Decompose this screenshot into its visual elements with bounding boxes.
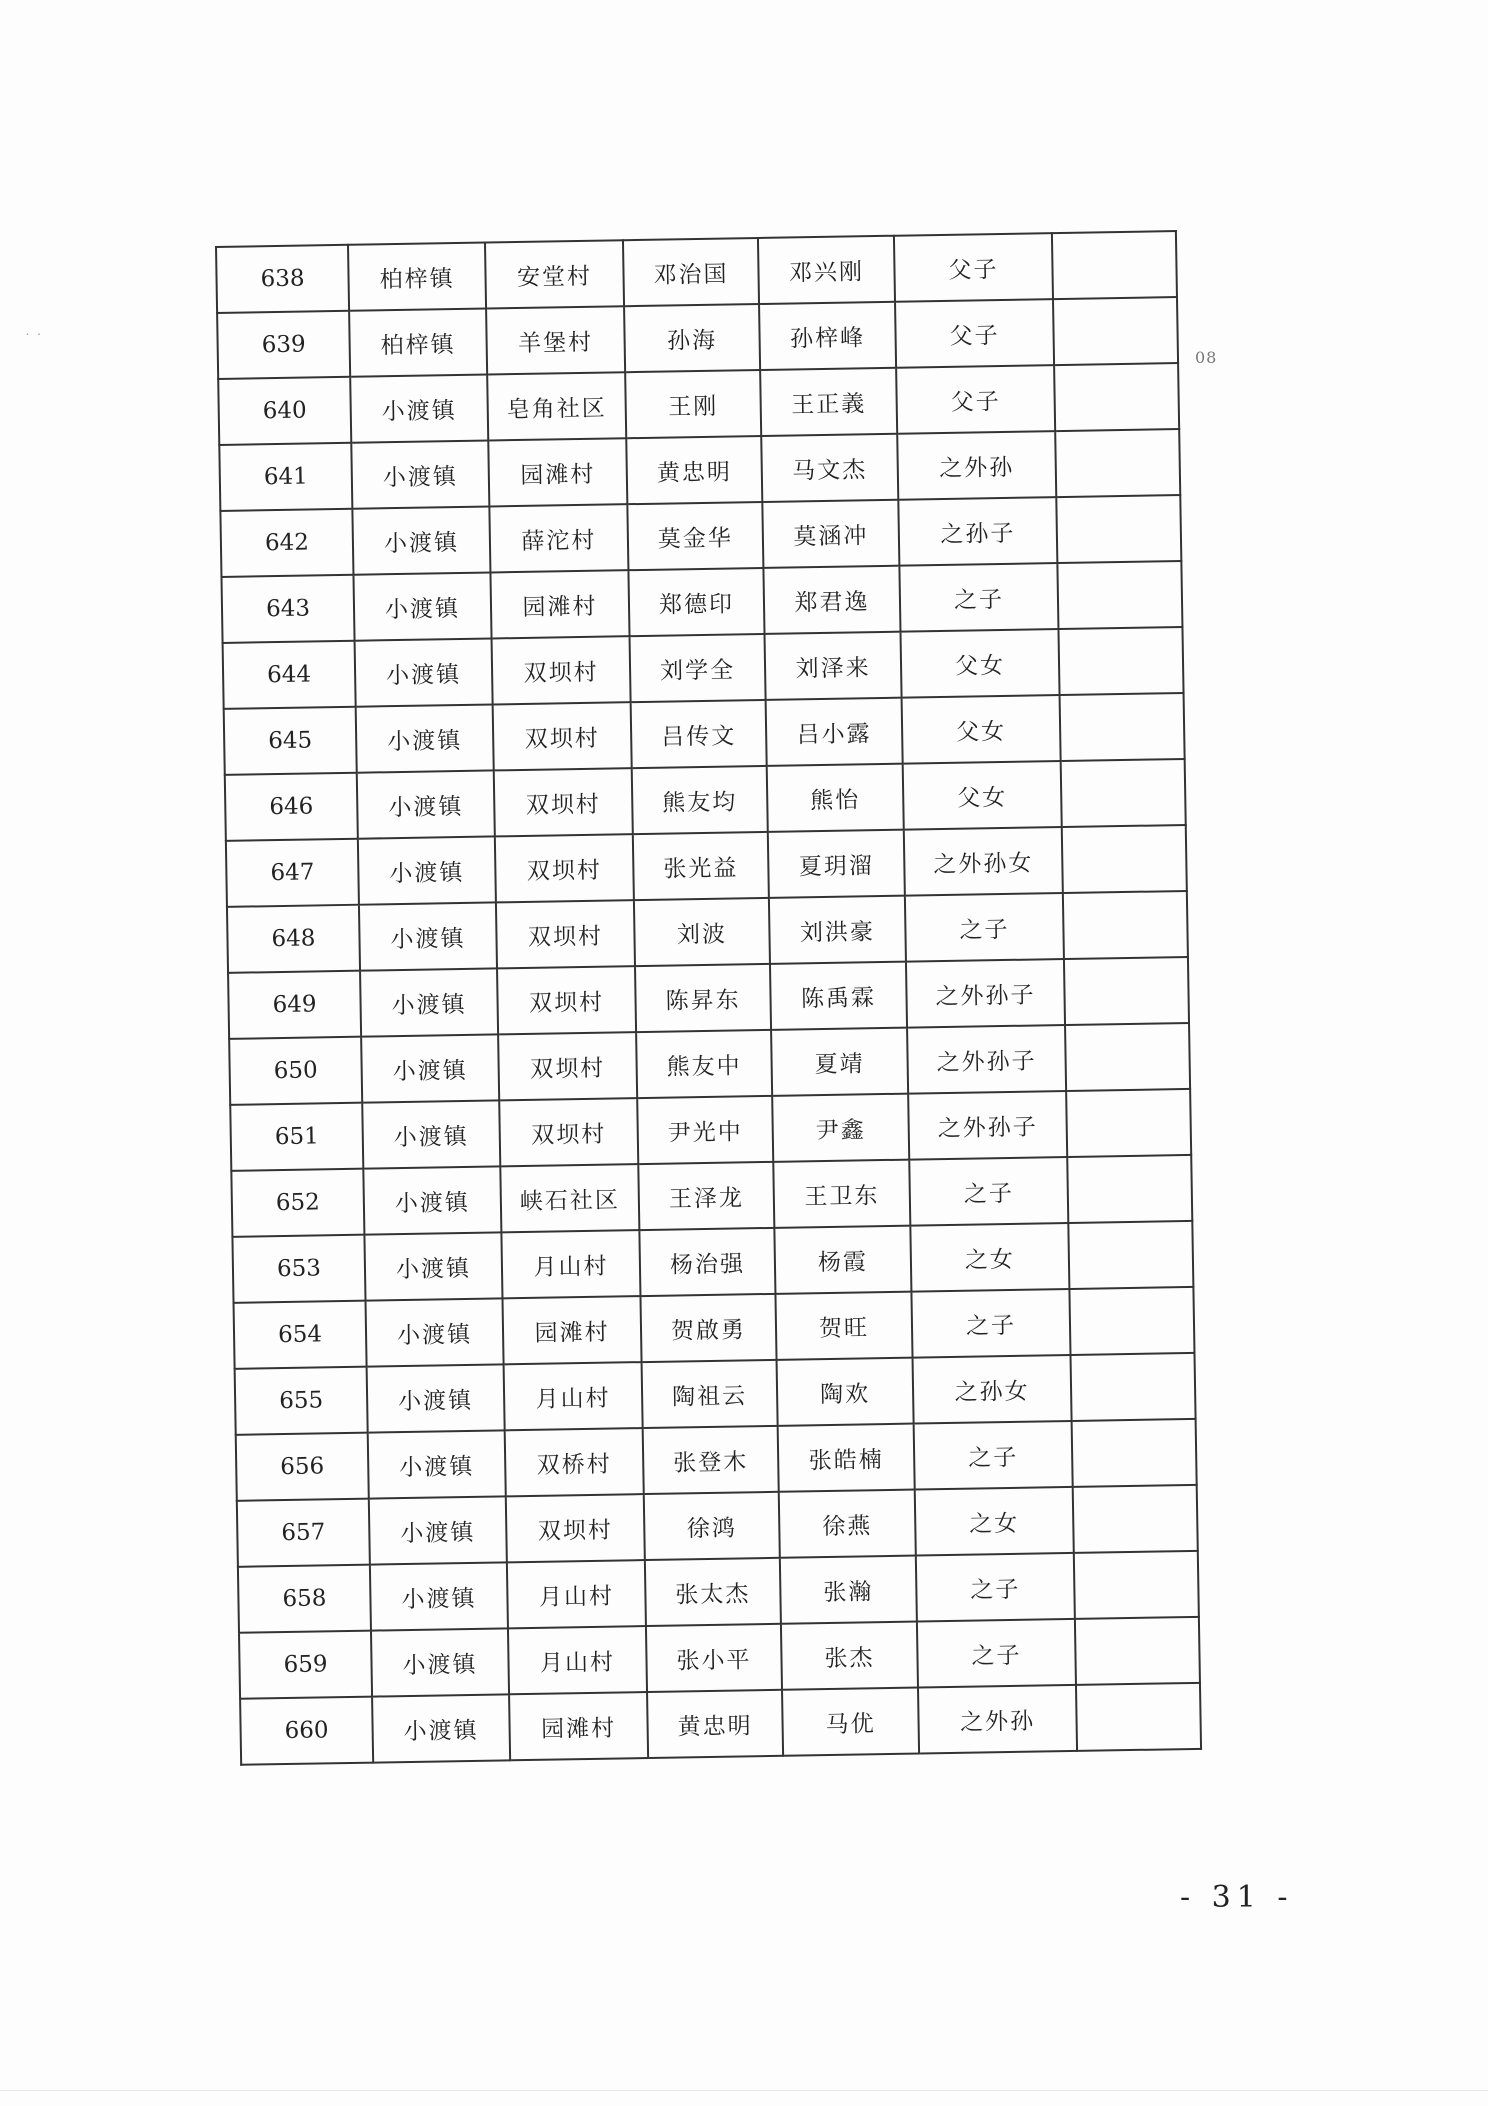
cell-junior-name: 贺旺 bbox=[775, 1292, 912, 1360]
cell-town: 小渡镇 bbox=[368, 1430, 506, 1498]
cell-town: 小渡镇 bbox=[367, 1364, 505, 1432]
cell-number: 640 bbox=[218, 377, 351, 445]
cell-junior-name: 王卫东 bbox=[773, 1160, 910, 1228]
cell-town: 小渡镇 bbox=[366, 1298, 504, 1366]
cell-note bbox=[1062, 825, 1187, 893]
cell-town: 小渡镇 bbox=[372, 1694, 510, 1762]
page-number: - 31 - bbox=[1180, 1880, 1294, 1915]
cell-note bbox=[1072, 1419, 1197, 1487]
cell-note bbox=[1068, 1221, 1193, 1289]
cell-relation: 之女 bbox=[910, 1223, 1069, 1292]
cell-village: 双坝村 bbox=[506, 1494, 645, 1562]
cell-relation: 之子 bbox=[916, 1553, 1075, 1622]
cell-town: 小渡镇 bbox=[360, 968, 498, 1036]
cell-village: 峡石社区 bbox=[500, 1164, 639, 1232]
cell-number: 650 bbox=[229, 1037, 362, 1105]
cell-junior-name: 刘泽来 bbox=[765, 632, 902, 700]
cell-junior-name: 尹鑫 bbox=[772, 1094, 909, 1162]
scan-bottom-edge bbox=[0, 2090, 1488, 2091]
cell-number: 657 bbox=[237, 1499, 370, 1567]
cell-elder-name: 王刚 bbox=[625, 370, 761, 438]
cell-relation: 之外孙 bbox=[918, 1685, 1077, 1754]
cell-village: 园滩村 bbox=[502, 1296, 641, 1364]
cell-number: 648 bbox=[227, 905, 360, 973]
cell-note bbox=[1075, 1617, 1200, 1685]
cell-elder-name: 黄忠明 bbox=[626, 436, 762, 504]
cell-elder-name: 徐鸿 bbox=[644, 1492, 780, 1560]
cell-elder-name: 张光益 bbox=[633, 832, 769, 900]
cell-town: 小渡镇 bbox=[361, 1034, 499, 1102]
cell-village: 双坝村 bbox=[498, 1032, 637, 1100]
cell-village: 羊堡村 bbox=[486, 306, 625, 374]
cell-note bbox=[1061, 759, 1186, 827]
cell-junior-name: 吕小露 bbox=[766, 698, 903, 766]
cell-relation: 之孙子 bbox=[898, 497, 1057, 566]
cell-relation: 之子 bbox=[911, 1289, 1070, 1358]
cell-note bbox=[1065, 1023, 1190, 1091]
cell-elder-name: 陈昇东 bbox=[635, 964, 771, 1032]
cell-town: 小渡镇 bbox=[359, 902, 497, 970]
cell-town: 小渡镇 bbox=[362, 1100, 500, 1168]
cell-relation: 父女 bbox=[903, 761, 1062, 830]
cell-village: 园滩村 bbox=[509, 1692, 648, 1760]
scan-side-mark: 08 bbox=[1195, 348, 1218, 367]
cell-note bbox=[1056, 495, 1181, 563]
cell-number: 658 bbox=[238, 1565, 371, 1633]
cell-note bbox=[1064, 957, 1189, 1025]
cell-village: 月山村 bbox=[501, 1230, 640, 1298]
cell-elder-name: 张小平 bbox=[646, 1624, 782, 1692]
cell-number: 653 bbox=[232, 1235, 365, 1303]
cell-note bbox=[1066, 1089, 1191, 1157]
cell-junior-name: 王正義 bbox=[760, 368, 897, 436]
cell-village: 安堂村 bbox=[485, 240, 624, 308]
cell-village: 双坝村 bbox=[495, 834, 634, 902]
cell-relation: 父子 bbox=[895, 299, 1054, 368]
cell-relation: 之女 bbox=[915, 1487, 1074, 1556]
cell-relation: 之外孙子 bbox=[906, 959, 1065, 1028]
cell-relation: 之子 bbox=[914, 1421, 1073, 1490]
cell-village: 园滩村 bbox=[490, 570, 629, 638]
cell-note bbox=[1058, 627, 1183, 695]
cell-elder-name: 刘学全 bbox=[630, 634, 766, 702]
cell-village: 双坝村 bbox=[494, 768, 633, 836]
cell-village: 月山村 bbox=[508, 1626, 647, 1694]
cell-note bbox=[1069, 1287, 1194, 1355]
cell-junior-name: 刘洪豪 bbox=[769, 896, 906, 964]
cell-note bbox=[1063, 891, 1188, 959]
cell-elder-name: 邓治国 bbox=[623, 238, 759, 306]
roster-table bbox=[215, 230, 1202, 1766]
cell-elder-name: 张太杰 bbox=[645, 1558, 781, 1626]
cell-town: 小渡镇 bbox=[355, 638, 493, 706]
cell-town: 小渡镇 bbox=[351, 440, 489, 508]
cell-village: 园滩村 bbox=[488, 438, 627, 506]
cell-town: 小渡镇 bbox=[363, 1166, 501, 1234]
cell-number: 651 bbox=[230, 1103, 363, 1171]
cell-village: 皂角社区 bbox=[487, 372, 626, 440]
cell-junior-name: 夏玥溜 bbox=[768, 830, 905, 898]
cell-note bbox=[1074, 1551, 1199, 1619]
cell-village: 薛沱村 bbox=[489, 504, 628, 572]
cell-town: 小渡镇 bbox=[371, 1628, 509, 1696]
cell-elder-name: 贺啟勇 bbox=[640, 1294, 776, 1362]
roster-table-wrap bbox=[215, 230, 1200, 1766]
cell-junior-name: 孙梓峰 bbox=[759, 302, 896, 370]
cell-junior-name: 邓兴刚 bbox=[758, 236, 895, 304]
cell-junior-name: 徐燕 bbox=[779, 1490, 916, 1558]
cell-elder-name: 熊友均 bbox=[632, 766, 768, 834]
cell-junior-name: 马文杰 bbox=[761, 434, 898, 502]
cell-village: 双坝村 bbox=[493, 702, 632, 770]
cell-number: 654 bbox=[234, 1301, 367, 1369]
cell-note bbox=[1067, 1155, 1192, 1223]
cell-number: 649 bbox=[228, 971, 361, 1039]
cell-number: 652 bbox=[231, 1169, 364, 1237]
cell-junior-name: 杨霞 bbox=[774, 1226, 911, 1294]
cell-junior-name: 马优 bbox=[782, 1688, 919, 1756]
cell-number: 647 bbox=[226, 839, 359, 907]
cell-relation: 父女 bbox=[902, 695, 1061, 764]
cell-village: 月山村 bbox=[507, 1560, 646, 1628]
cell-junior-name: 张瀚 bbox=[780, 1556, 917, 1624]
cell-number: 638 bbox=[216, 245, 349, 313]
cell-relation: 之子 bbox=[917, 1619, 1076, 1688]
cell-town: 小渡镇 bbox=[370, 1562, 508, 1630]
cell-town: 小渡镇 bbox=[353, 572, 491, 640]
cell-number: 641 bbox=[219, 443, 352, 511]
cell-village: 双坝村 bbox=[497, 966, 636, 1034]
cell-elder-name: 陶祖云 bbox=[642, 1360, 778, 1428]
cell-village: 月山村 bbox=[504, 1362, 643, 1430]
cell-village: 双桥村 bbox=[505, 1428, 644, 1496]
cell-number: 660 bbox=[240, 1697, 373, 1765]
cell-village: 双坝村 bbox=[492, 636, 631, 704]
cell-elder-name: 王泽龙 bbox=[638, 1162, 774, 1230]
cell-note bbox=[1052, 231, 1177, 299]
cell-number: 639 bbox=[217, 311, 350, 379]
cell-village: 双坝村 bbox=[496, 900, 635, 968]
cell-junior-name: 张皓楠 bbox=[778, 1424, 915, 1492]
cell-note bbox=[1054, 363, 1179, 431]
cell-junior-name: 熊怡 bbox=[767, 764, 904, 832]
cell-town: 小渡镇 bbox=[352, 506, 490, 574]
cell-elder-name: 张登木 bbox=[643, 1426, 779, 1494]
cell-town: 小渡镇 bbox=[369, 1496, 507, 1564]
cell-number: 655 bbox=[235, 1367, 368, 1435]
cell-relation: 之子 bbox=[899, 563, 1058, 632]
cell-town: 小渡镇 bbox=[356, 704, 494, 772]
cell-relation: 父子 bbox=[894, 233, 1053, 302]
cell-number: 656 bbox=[236, 1433, 369, 1501]
cell-number: 659 bbox=[239, 1631, 372, 1699]
cell-relation: 父子 bbox=[896, 365, 1055, 434]
cell-number: 642 bbox=[220, 509, 353, 577]
cell-note bbox=[1073, 1485, 1198, 1553]
cell-town: 小渡镇 bbox=[350, 375, 488, 443]
scan-edge-mark: ˙ ˙ bbox=[24, 332, 43, 348]
roster-table-body bbox=[216, 231, 1201, 1765]
cell-town: 小渡镇 bbox=[357, 770, 495, 838]
cell-elder-name: 杨治强 bbox=[639, 1228, 775, 1296]
cell-village: 双坝村 bbox=[499, 1098, 638, 1166]
cell-relation: 之外孙子 bbox=[907, 1025, 1066, 1094]
cell-junior-name: 夏靖 bbox=[771, 1028, 908, 1096]
cell-relation: 之外孙 bbox=[897, 431, 1056, 500]
cell-town: 小渡镇 bbox=[364, 1232, 502, 1300]
cell-junior-name: 陶欢 bbox=[777, 1358, 914, 1426]
cell-note bbox=[1060, 693, 1185, 761]
cell-note bbox=[1057, 561, 1182, 629]
cell-town: 柏梓镇 bbox=[349, 309, 487, 377]
cell-elder-name: 熊友中 bbox=[636, 1030, 772, 1098]
cell-note bbox=[1055, 429, 1180, 497]
cell-elder-name: 刘波 bbox=[634, 898, 770, 966]
cell-junior-name: 郑君逸 bbox=[763, 566, 900, 634]
cell-elder-name: 莫金华 bbox=[627, 502, 763, 570]
cell-junior-name: 陈禹霖 bbox=[770, 962, 907, 1030]
cell-elder-name: 孙海 bbox=[624, 304, 760, 372]
cell-relation: 之子 bbox=[909, 1157, 1068, 1226]
cell-elder-name: 吕传文 bbox=[631, 700, 767, 768]
cell-elder-name: 黄忠明 bbox=[647, 1690, 783, 1758]
cell-note bbox=[1076, 1683, 1201, 1751]
cell-junior-name: 莫涵冲 bbox=[762, 500, 899, 568]
cell-town: 小渡镇 bbox=[358, 836, 496, 904]
cell-relation: 之孙女 bbox=[913, 1355, 1072, 1424]
cell-relation: 之外孙子 bbox=[908, 1091, 1067, 1160]
cell-relation: 之外孙女 bbox=[904, 827, 1063, 896]
cell-note bbox=[1053, 297, 1178, 365]
cell-number: 646 bbox=[225, 773, 358, 841]
cell-relation: 父女 bbox=[900, 629, 1059, 698]
cell-relation: 之子 bbox=[905, 893, 1064, 962]
cell-number: 644 bbox=[223, 641, 356, 709]
cell-elder-name: 尹光中 bbox=[637, 1096, 773, 1164]
cell-number: 643 bbox=[221, 575, 354, 643]
cell-town: 柏梓镇 bbox=[348, 243, 486, 311]
cell-junior-name: 张杰 bbox=[781, 1622, 918, 1690]
cell-elder-name: 郑德印 bbox=[628, 568, 764, 636]
cell-number: 645 bbox=[224, 707, 357, 775]
cell-note bbox=[1071, 1353, 1196, 1421]
